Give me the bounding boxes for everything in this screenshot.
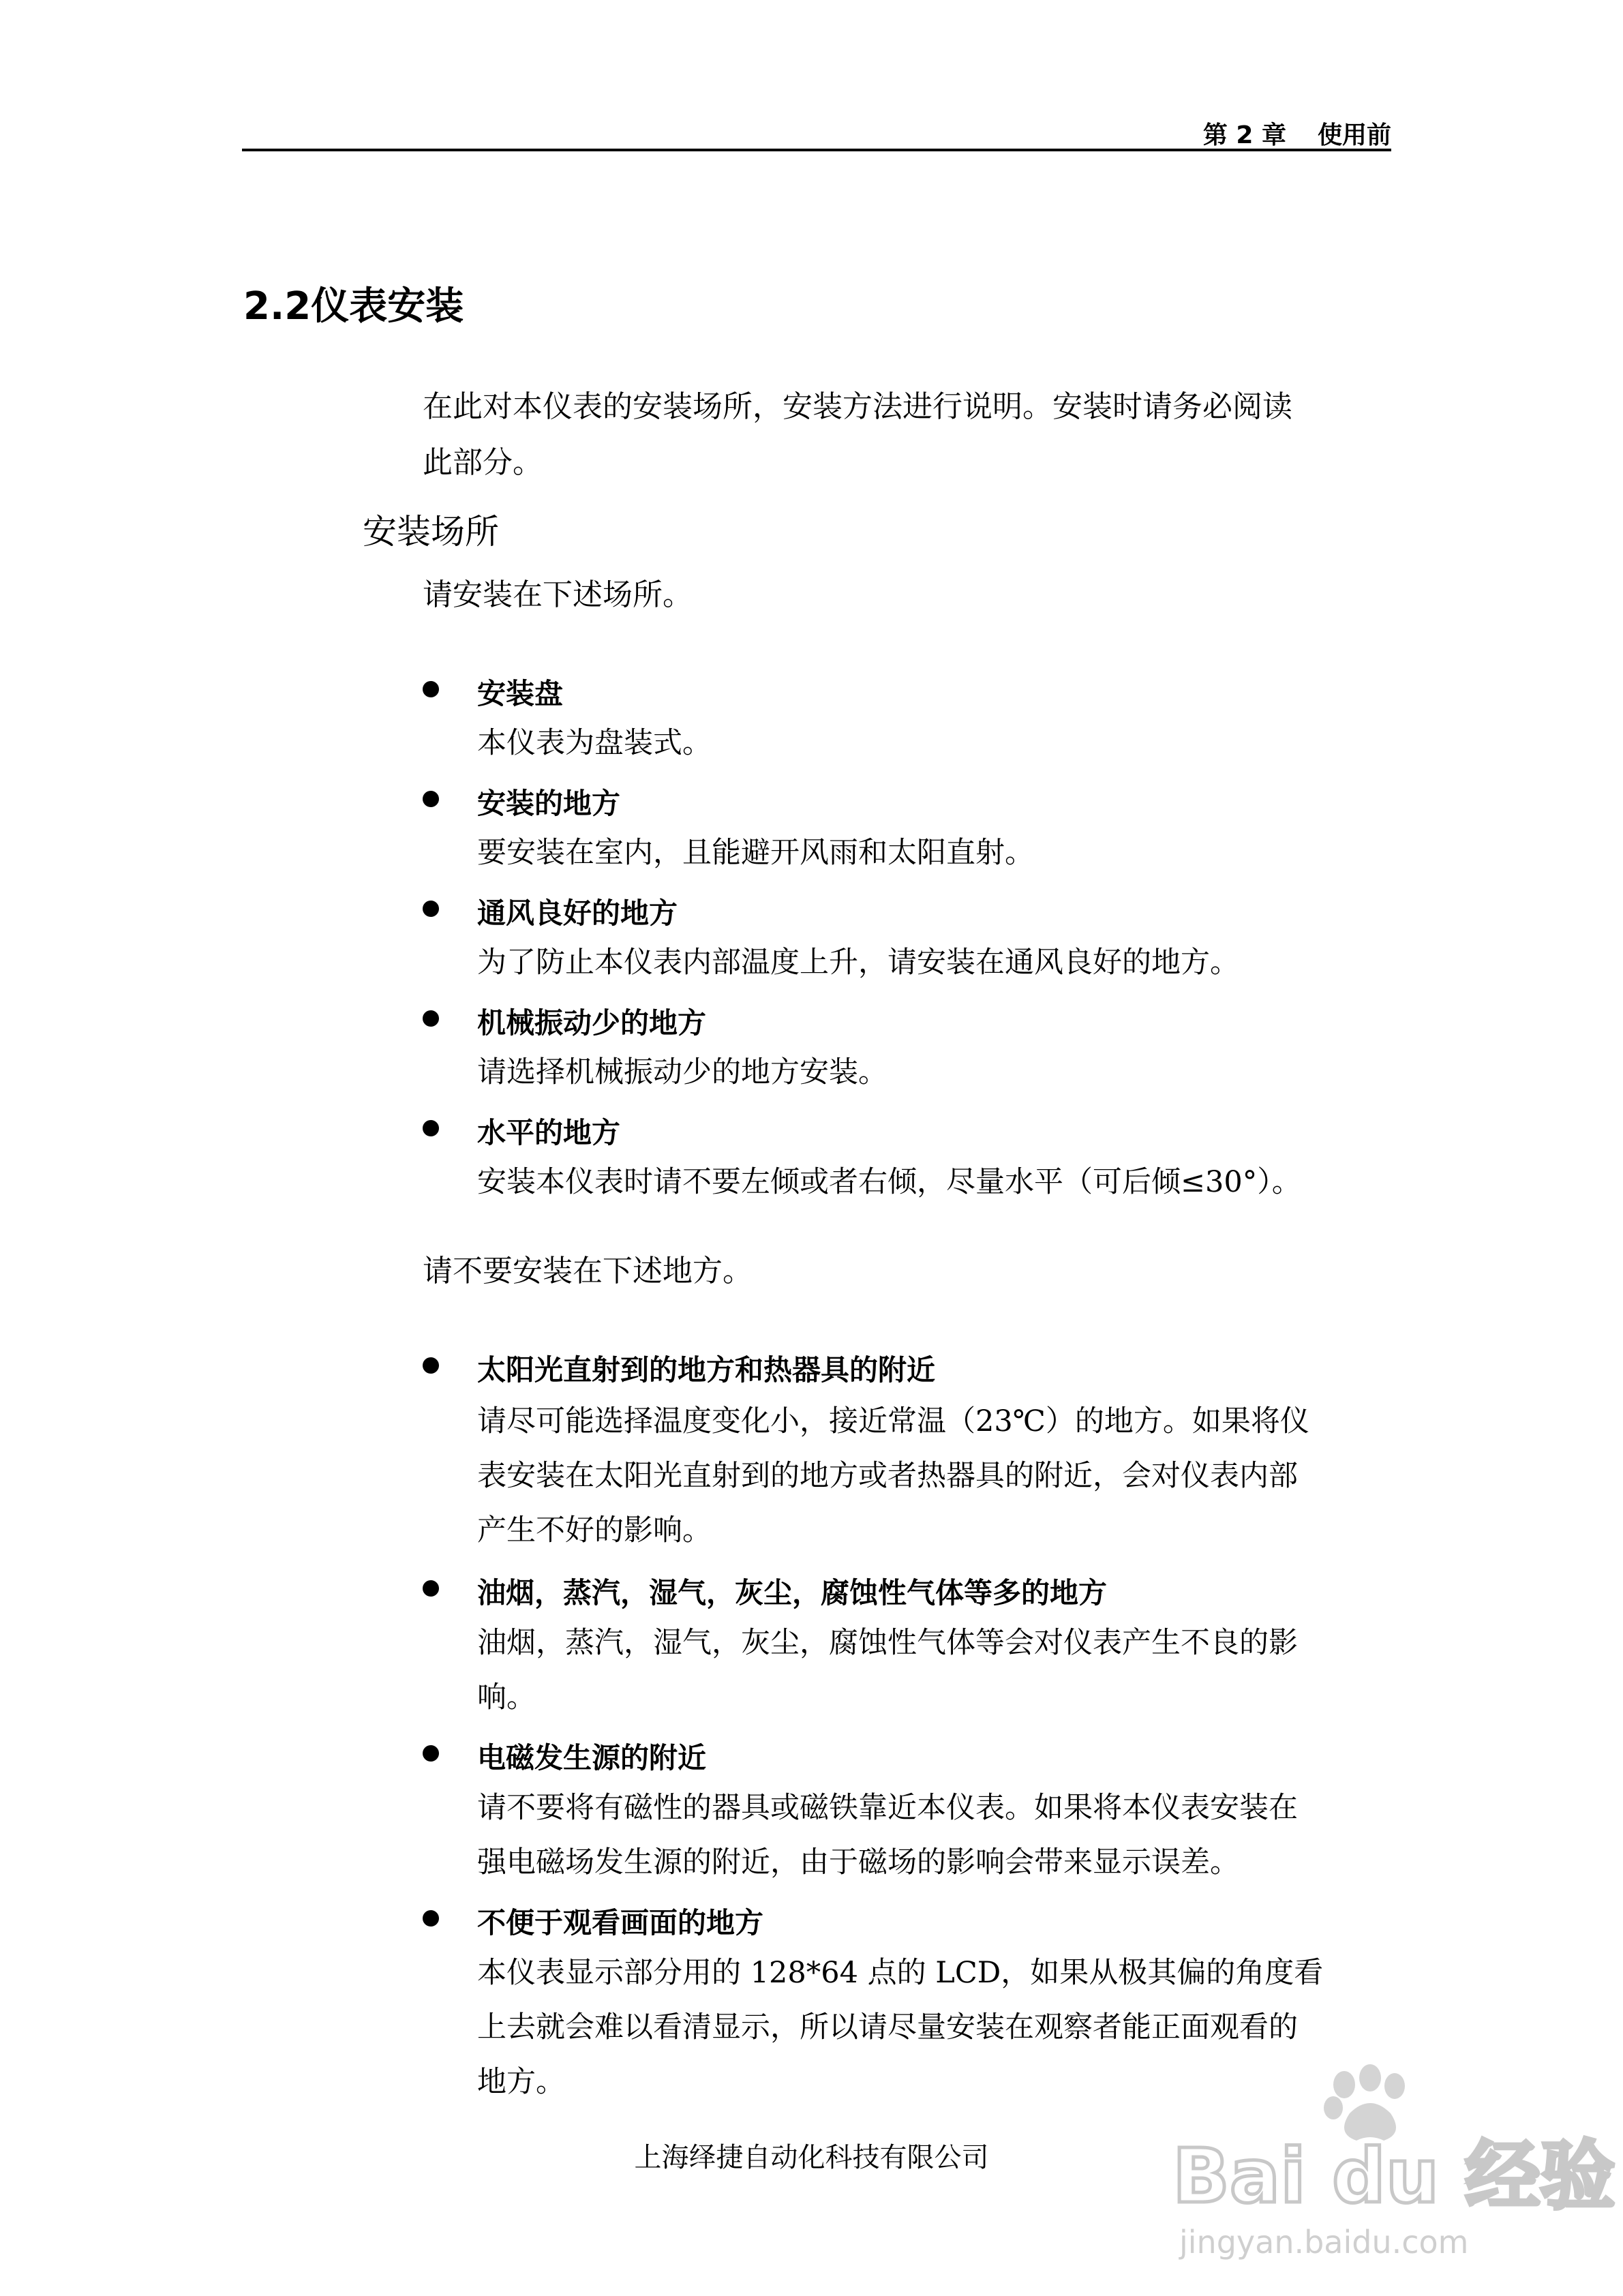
intro-line: 在此对本仪表的安装场所，安装方法进行说明。安装时请务必阅读 bbox=[423, 389, 1292, 424]
body-line: 安装本仪表时请不要左倾或者右倾，尽量水平（可后倾≤30°）。 bbox=[477, 1165, 1301, 1199]
chapter-label: 第 2 章 bbox=[1202, 121, 1286, 149]
bullet-icon bbox=[423, 1910, 439, 1927]
body-line: 本仪表为盘装式。 bbox=[477, 726, 712, 760]
body-line: 表安装在太阳光直射到的地方或者热器具的附近，会对仪表内部 bbox=[477, 1459, 1298, 1493]
recommend-item-body bbox=[477, 826, 1394, 880]
recommend-item-body bbox=[477, 716, 1394, 770]
body-line: 上去就会难以看清显示，所以请尽量安装在观察者能正面观看的 bbox=[477, 2010, 1298, 2044]
bullet-icon bbox=[423, 901, 439, 917]
body-line: 要安装在室内，且能避开风雨和太阳直射。 bbox=[477, 836, 1034, 870]
body-line: 地方。 bbox=[477, 2065, 565, 2099]
avoid-item-title: 油烟，蒸汽，湿气，灰尘，腐蚀性气体等多的地方 bbox=[477, 1576, 1108, 1610]
body-line: 请选择机械振动少的地方安装。 bbox=[477, 1055, 888, 1089]
body-line: 为了防止本仪表内部温度上升，请安装在通风良好的地方。 bbox=[477, 946, 1239, 980]
watermark-brand: Bai du 经验 bbox=[1172, 2132, 1616, 2220]
watermark-url: jingyan.baidu.com bbox=[1179, 2224, 1469, 2261]
body-line: 油烟，蒸汽，湿气，灰尘，腐蚀性气体等会对仪表产生不良的影 bbox=[477, 1626, 1298, 1660]
body-line: 产生不好的影响。 bbox=[477, 1513, 712, 1547]
body-line: 本仪表显示部分用的 128*64 点的 LCD，如果从极其偏的角度看 bbox=[477, 1956, 1324, 1990]
bullet-icon bbox=[423, 1120, 439, 1136]
bullet-icon bbox=[423, 1745, 439, 1762]
page-header bbox=[242, 116, 1391, 151]
recommend-item-body bbox=[477, 1155, 1394, 1209]
avoid-item-body bbox=[477, 1616, 1394, 1725]
bullet-icon bbox=[423, 1580, 439, 1597]
recommend-item-title: 机械振动少的地方 bbox=[477, 1006, 707, 1040]
bullet-icon bbox=[423, 791, 439, 807]
recommend-item-title: 安装盘 bbox=[477, 677, 564, 710]
avoid-item-body bbox=[477, 1781, 1394, 1890]
avoid-intro: 请不要安装在下述地方。 bbox=[423, 1254, 753, 1288]
avoid-item-title: 不便于观看画面的地方 bbox=[477, 1906, 764, 1939]
footer-company: 上海绎捷自动化科技有限公司 bbox=[634, 2142, 989, 2173]
intro-paragraph bbox=[423, 379, 1391, 491]
bullet-icon bbox=[423, 1357, 439, 1374]
chapter-title: 使用前 bbox=[1317, 121, 1391, 149]
recommend-item-title: 安装的地方 bbox=[477, 787, 621, 820]
body-line: 强电磁场发生源的附近，由于磁场的影响会带来显示误差。 bbox=[477, 1845, 1239, 1879]
recommend-item-body bbox=[477, 1045, 1394, 1100]
bullet-icon bbox=[423, 1010, 439, 1027]
paw-icon bbox=[1324, 2064, 1405, 2141]
avoid-item-title: 太阳光直射到的地方和热器具的附近 bbox=[477, 1353, 936, 1387]
baidu-jingyan-watermark bbox=[1166, 2066, 1616, 2263]
recommend-item-title: 水平的地方 bbox=[477, 1116, 621, 1149]
recommend-intro: 请安装在下述场所。 bbox=[423, 577, 693, 612]
bullet-icon bbox=[423, 681, 439, 697]
body-line: 请尽可能选择温度变化小，接近常温（23℃）的地方。如果将仪 bbox=[477, 1404, 1309, 1438]
intro-line: 此部分。 bbox=[423, 445, 543, 480]
body-line: 请不要将有磁性的器具或磁铁靠近本仪表。如果将本仪表安装在 bbox=[477, 1791, 1298, 1825]
section-title: 2.2仪表安装 bbox=[243, 284, 464, 329]
recommend-item-body bbox=[477, 935, 1394, 990]
avoid-item-title: 电磁发生源的附近 bbox=[477, 1741, 707, 1774]
body-line: 响。 bbox=[477, 1680, 536, 1715]
avoid-item-body bbox=[477, 1394, 1394, 1558]
recommend-item-title: 通风良好的地方 bbox=[477, 896, 678, 930]
subsection-title: 安装场所 bbox=[363, 512, 499, 552]
